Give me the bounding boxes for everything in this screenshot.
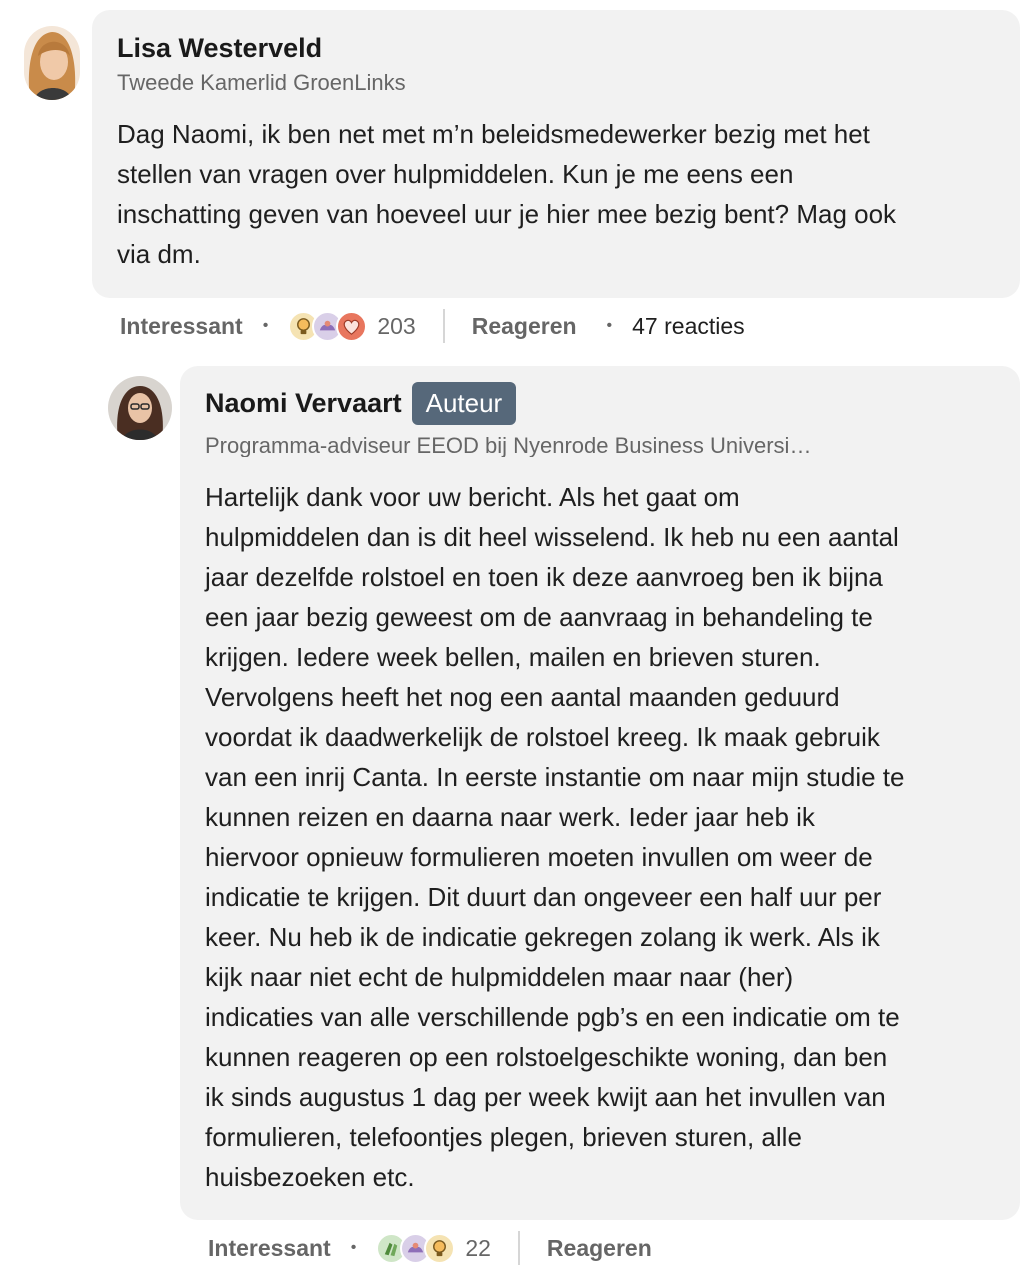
- comment-text-line: formulieren, telefoontjes plegen, brieven sturen, alle: [205, 1122, 802, 1152]
- replies-count-link[interactable]: 47 reacties: [632, 312, 745, 339]
- separator-dot: •: [350, 1239, 357, 1256]
- reaction-count: 203: [377, 312, 416, 339]
- comment-text-line: huisbezoeken etc.: [205, 1162, 415, 1192]
- comment-author-row: [205, 382, 516, 425]
- comment-text-line: Dag Naomi, ik ben net met m’n beleidsmedewerker bezig met het: [117, 119, 870, 149]
- comment-bubble-2: [180, 366, 1020, 1220]
- comment-text-line: inschatting geven van hoeveel uur je hier mee bezig bent? Mag ook: [117, 199, 897, 229]
- action-divider: [518, 1231, 520, 1265]
- comment-text: [117, 114, 1007, 274]
- comment-text-line: ik sinds augustus 1 dag per week kwijt aan het invullen van: [205, 1082, 886, 1112]
- comment-author-name[interactable]: Lisa Westerveld: [117, 33, 323, 63]
- reply-button[interactable]: Reageren: [546, 1234, 652, 1261]
- reply-button[interactable]: Reageren: [471, 312, 577, 339]
- comment-text-line: Hartelijk dank voor uw bericht. Als het gaat om: [205, 482, 740, 512]
- comment-text-line: van een inrij Canta. In eerste instantie om naar mijn studie te: [205, 762, 905, 792]
- comment-text-line: Vervolgens heeft het nog een aantal maanden geduurd: [205, 682, 840, 712]
- comment-author-name[interactable]: Naomi Vervaart: [205, 388, 402, 418]
- avatar-naomi-image: [108, 376, 172, 440]
- reactions-summary[interactable]: [376, 1233, 491, 1264]
- comment-actions-1: [120, 306, 745, 346]
- comment-text-line: hulpmiddelen dan is dit heel wisselend. Ik heb nu een aantal: [205, 522, 899, 552]
- comment-text: [205, 477, 1010, 1197]
- comment-text-line: kijk naar niet echt de hulpmiddelen maar naar (her): [205, 962, 794, 992]
- reactions-summary[interactable]: [288, 311, 415, 342]
- action-divider: [443, 309, 445, 343]
- comment-text-line: stellen van vragen over hulpmiddelen. Kun je me eens een: [117, 159, 794, 189]
- comment-text-line: voordat ik daadwerkelijk de rolstoel kreeg. Ik maak gebruik: [205, 722, 880, 752]
- comment-bubble-1: [92, 10, 1020, 298]
- avatar-naomi[interactable]: [108, 376, 172, 440]
- comment-text-line: via dm.: [117, 239, 201, 269]
- comment-author-headline: Tweede Kamerlid GroenLinks: [117, 72, 406, 94]
- comment-actions-2: [208, 1228, 652, 1268]
- comment-text-line: hiervoor opnieuw formulieren moeten invullen om weer de: [205, 842, 873, 872]
- comment-text-line: kunnen reizen en daarna naar werk. Ieder jaar heb ik: [205, 802, 815, 832]
- like-button[interactable]: Interessant: [208, 1234, 331, 1261]
- avatar-lisa[interactable]: [24, 26, 80, 100]
- comment-author-headline: Programma-adviseur EEOD bij Nyenrode Business Universi…: [205, 435, 812, 457]
- comment-text-line: indicatie te krijgen. Dit duurt dan ongeveer een half uur per: [205, 882, 882, 912]
- separator-dot: •: [262, 317, 269, 334]
- insightful-bulb-icon: [424, 1233, 455, 1264]
- comment-text-line: jaar dezelfde rolstoel en toen ik deze aanvroeg ben ik bijna: [205, 562, 883, 592]
- author-badge: Auteur: [412, 382, 517, 425]
- comment-text-line: een jaar bezig geweest om de aanvraag in behandeling te: [205, 602, 873, 632]
- love-heart-icon: [336, 311, 367, 342]
- comment-text-line: kunnen reageren op een rolstoelgeschikte woning, dan ben: [205, 1042, 888, 1072]
- like-button[interactable]: Interessant: [120, 312, 243, 339]
- comment-text-line: krijgen. Iedere week bellen, mailen en brieven sturen.: [205, 642, 821, 672]
- reaction-count: 22: [465, 1234, 491, 1261]
- comment-text-line: indicaties van alle verschillende pgb’s en een indicatie om te: [205, 1002, 900, 1032]
- comment-text-line: keer. Nu heb ik de indicatie gekregen zolang ik werk. Als ik: [205, 922, 880, 952]
- avatar-lisa-image: [24, 26, 80, 100]
- separator-dot: •: [606, 317, 613, 334]
